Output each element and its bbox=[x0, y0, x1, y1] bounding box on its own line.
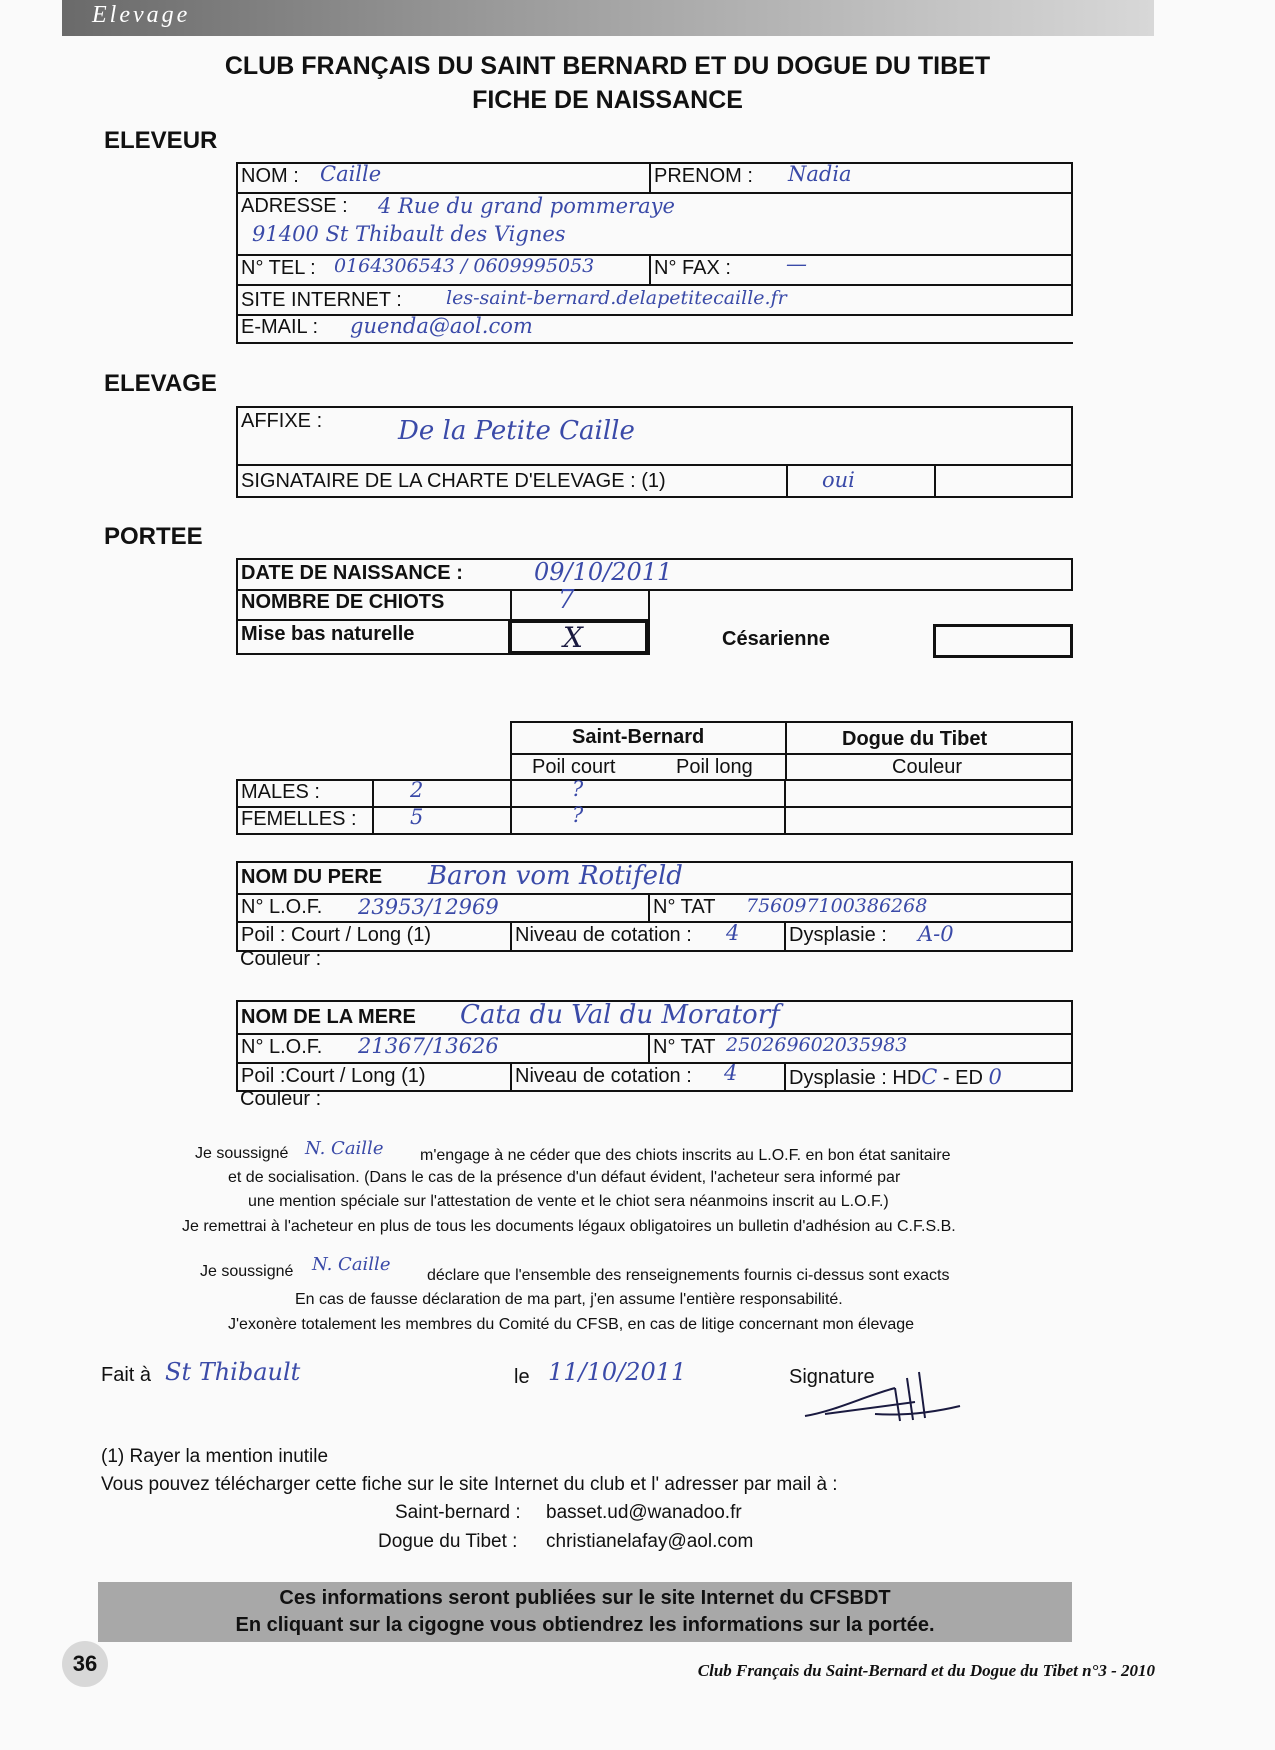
section-header-bar bbox=[62, 0, 1154, 36]
signature-label: Signature bbox=[789, 1366, 875, 1388]
pere-label: NOM DU PERE bbox=[241, 866, 383, 888]
footer-publication: Club Français du Saint-Bernard et du Dogue du Tibet n°3 - 2010 bbox=[697, 1661, 1155, 1680]
mere-label: NOM DE LA MERE bbox=[241, 1006, 416, 1028]
pere-poil-label: Poil : Court / Long (1) bbox=[241, 924, 432, 946]
pere-cotation-label: Niveau de cotation : bbox=[515, 924, 692, 946]
prenom-field[interactable]: Nadia bbox=[788, 162, 852, 186]
note-telecharger: Vous pouvez télécharger cette fiche sur le site Internet du club et l' adresser par mail à : bbox=[101, 1474, 838, 1495]
nom-label: NOM : bbox=[241, 165, 299, 187]
banner-line2: En cliquant sur la cigogne vous obtiendrez les informations sur la portée. bbox=[235, 1614, 935, 1636]
mere-lof-label: N° L.O.F. bbox=[241, 1036, 323, 1058]
femelles-label: FEMELLES : bbox=[241, 808, 357, 830]
nom-field[interactable]: Caille bbox=[320, 162, 382, 186]
note-dt-label: Dogue du Tibet : bbox=[378, 1531, 518, 1552]
eleveur-box bbox=[236, 162, 1073, 286]
poil-long-header: Poil long bbox=[676, 756, 753, 778]
cesarienne-label: Césarienne bbox=[722, 628, 830, 650]
mere-couleur-label: Couleur : bbox=[240, 1088, 322, 1110]
fax-field[interactable]: — bbox=[786, 252, 807, 276]
femelles-field[interactable]: 5 bbox=[410, 805, 424, 829]
pere-lof-label: N° L.O.F. bbox=[241, 896, 323, 918]
engagement-line1: m'engage à ne céder que des chiots inscrits au L.O.F. en bon état sanitaire bbox=[420, 1147, 951, 1164]
site-row bbox=[236, 284, 1073, 316]
naturelle-label: Mise bas naturelle bbox=[241, 623, 415, 645]
engagement-je-soussigne: Je soussigné bbox=[195, 1145, 289, 1162]
pere-dysplasie-label: Dysplasie : bbox=[789, 924, 887, 946]
publication-banner bbox=[98, 1582, 1072, 1642]
poil-court-header: Poil court bbox=[532, 756, 616, 778]
date-field[interactable]: 09/10/2011 bbox=[534, 558, 673, 586]
naturelle-checkbox[interactable] bbox=[508, 620, 648, 654]
pere-tat-field[interactable]: 756097100386268 bbox=[746, 895, 928, 917]
elevage-heading: ELEVAGE bbox=[104, 370, 217, 397]
couleur-header: Couleur bbox=[892, 756, 963, 778]
mere-poil-label: Poil :Court / Long (1) bbox=[241, 1065, 426, 1087]
pere-box bbox=[236, 861, 1073, 952]
page-number: 36 bbox=[62, 1641, 108, 1687]
cesarienne-checkbox[interactable] bbox=[933, 624, 1073, 658]
engagement-line2: et de socialisation. (Dans le cas de la présence d'un défaut évident, l'acheteur sera informé par bbox=[228, 1169, 901, 1186]
eleveur-heading: ELEVEUR bbox=[104, 127, 218, 154]
dt-header: Dogue du Tibet bbox=[842, 728, 988, 750]
affixe-label: AFFIXE : bbox=[241, 410, 323, 432]
males-label: MALES : bbox=[241, 781, 320, 803]
section-tab: Elevage bbox=[92, 2, 191, 28]
note-dt-email[interactable]: christianelafay@aol.com bbox=[546, 1531, 754, 1552]
tel-field[interactable]: 0164306543 / 0609995053 bbox=[334, 255, 595, 277]
femelles-sb-field[interactable]: ? bbox=[572, 803, 584, 827]
declaration-line1: déclare que l'ensemble des renseignements fournis ci-dessus sont exacts bbox=[427, 1267, 950, 1284]
date-signature-label: le bbox=[514, 1366, 530, 1388]
email-field[interactable]: guenda@aol.com bbox=[350, 314, 533, 338]
fait-label: Fait à bbox=[101, 1364, 152, 1386]
charte-label: SIGNATAIRE DE LA CHARTE D'ELEVAGE : (1) bbox=[241, 470, 666, 492]
engagement-line3: une mention spéciale sur l'attestation de vente et le chiot sera néanmoins inscrit au L.O.F.) bbox=[248, 1193, 889, 1210]
pere-dysplasie-field[interactable]: A-0 bbox=[918, 922, 954, 946]
pere-cotation-field[interactable]: 4 bbox=[726, 921, 740, 945]
form-title: CLUB FRANÇAIS DU SAINT BERNARD ET DU DOGUE DU TIBET bbox=[224, 52, 991, 80]
mere-dysplasie-hd-field[interactable]: C bbox=[921, 1065, 938, 1089]
mere-box bbox=[236, 1000, 1073, 1092]
mere-lof-field[interactable]: 21367/13626 bbox=[358, 1034, 499, 1058]
breed-table-header bbox=[510, 721, 1073, 781]
naturelle-mark: X bbox=[563, 621, 583, 654]
fax-label: N° FAX : bbox=[654, 257, 731, 279]
signature-field[interactable] bbox=[795, 1366, 970, 1431]
note-sb-email[interactable]: basset.ud@wanadoo.fr bbox=[546, 1502, 742, 1523]
males-sb-field[interactable]: ? bbox=[572, 777, 584, 801]
chiots-field[interactable]: 7 bbox=[558, 585, 575, 615]
mere-dysplasie-label: Dysplasie : HDC - ED 0 bbox=[789, 1065, 1002, 1089]
pere-couleur-label: Couleur : bbox=[240, 948, 322, 970]
mere-cotation-field[interactable]: 4 bbox=[724, 1061, 738, 1085]
pere-name-field[interactable]: Baron vom Rotifeld bbox=[428, 861, 683, 891]
adresse-field-line1[interactable]: 4 Rue du grand pommeraye bbox=[378, 194, 675, 218]
banner-line1: Ces informations seront publiées sur le site Internet du CFSBDT bbox=[279, 1587, 891, 1609]
pere-lof-field[interactable]: 23953/12969 bbox=[358, 895, 499, 919]
form-subtitle: FICHE DE NAISSANCE bbox=[472, 86, 743, 114]
affixe-field[interactable]: De la Petite Caille bbox=[398, 416, 635, 446]
portee-heading: PORTEE bbox=[104, 523, 203, 550]
declaration-name-field[interactable]: N. Caille bbox=[312, 1254, 391, 1275]
declaration-je-soussigne: Je soussigné bbox=[200, 1263, 294, 1280]
chiots-label: NOMBRE DE CHIOTS bbox=[241, 591, 445, 613]
mere-cotation-label: Niveau de cotation : bbox=[515, 1065, 692, 1087]
tel-label: N° TEL : bbox=[241, 257, 316, 279]
note-rayer: (1) Rayer la mention inutile bbox=[101, 1446, 329, 1467]
mere-tat-label: N° TAT bbox=[653, 1036, 716, 1058]
charte-field[interactable]: oui bbox=[822, 468, 855, 492]
adresse-label: ADRESSE : bbox=[241, 195, 348, 217]
adresse-field-line2[interactable]: 91400 St Thibault des Vignes bbox=[252, 222, 566, 246]
note-sb-label: Saint-bernard : bbox=[395, 1502, 521, 1523]
engagement-line4: Je remettrai à l'acheteur en plus de tous les documents légaux obligatoires un bulletin d'adhésion au C.F.S.B. bbox=[182, 1218, 956, 1235]
declaration-line2: En cas de fausse déclaration de ma part, j'en assume l'entière responsabilité. bbox=[295, 1291, 843, 1308]
breed-table-body bbox=[236, 779, 1073, 835]
engagement-name-field[interactable]: N. Caille bbox=[305, 1138, 384, 1159]
mere-tat-field[interactable]: 250269602035983 bbox=[726, 1034, 908, 1056]
elevage-box bbox=[236, 406, 1073, 498]
pere-tat-label: N° TAT bbox=[653, 896, 716, 918]
mere-name-field[interactable]: Cata du Val du Moratorf bbox=[460, 1000, 780, 1030]
date-row bbox=[236, 558, 1073, 591]
declaration-line3: J'exonère totalement les membres du Comité du CFSB, en cas de litige concernant mon élevage bbox=[228, 1316, 915, 1333]
site-label: SITE INTERNET : bbox=[241, 289, 402, 311]
mere-dysplasie-ed-field[interactable]: 0 bbox=[988, 1065, 1002, 1089]
site-field[interactable]: les-saint-bernard.delapetitecaille.fr bbox=[446, 287, 787, 309]
fait-field[interactable]: St Thibault bbox=[165, 1358, 301, 1386]
email-row bbox=[236, 314, 1073, 344]
date-signature-field[interactable]: 11/10/2011 bbox=[548, 1358, 687, 1386]
date-label: DATE DE NAISSANCE : bbox=[241, 562, 463, 584]
sb-header: Saint-Bernard bbox=[572, 726, 705, 748]
email-label: E-MAIL : bbox=[241, 316, 319, 338]
prenom-label: PRENOM : bbox=[654, 165, 753, 187]
males-field[interactable]: 2 bbox=[410, 778, 424, 802]
